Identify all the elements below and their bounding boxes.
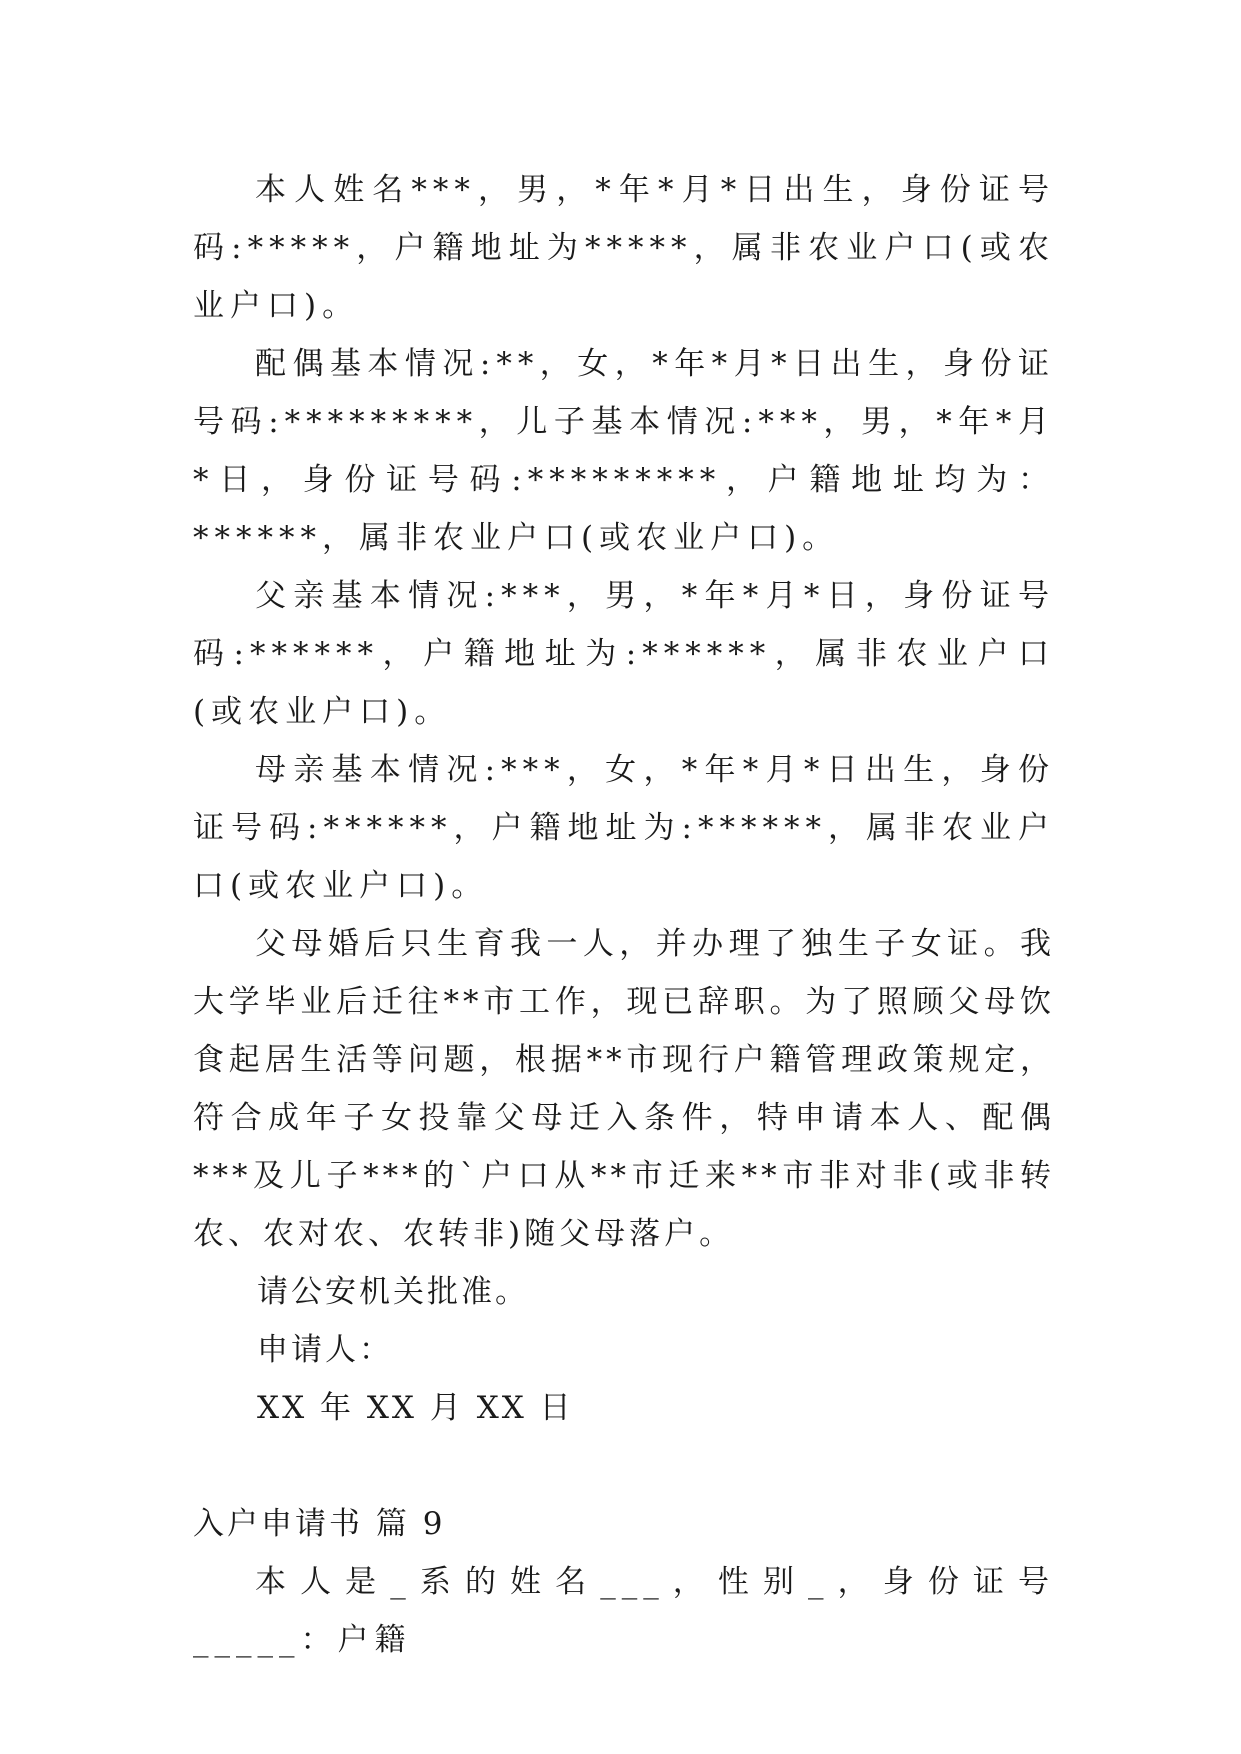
paragraph-next-section: 本人是_系的姓名___，性别_，身份证号_____：户籍 bbox=[193, 1564, 1055, 1658]
date-line: XX 年 XX 月 XX 日 bbox=[257, 1390, 574, 1426]
paragraph-mother-info: 母亲基本情况:***，女，*年*月*日出生，身份证号码:******，户籍地址为:******，属非农业户口(或农业户口)。 bbox=[193, 752, 1055, 904]
paragraph-self-info: 本人姓名***，男，*年*月*日出生，身份证号码:*****，户籍地址为*****，属非农业户口(或农业户口)。 bbox=[193, 172, 1055, 324]
request-line: 请公安机关批准。 bbox=[257, 1274, 529, 1310]
document-body bbox=[193, 161, 1055, 1669]
applicant-line: 申请人： bbox=[257, 1332, 393, 1368]
section-title: 入户申请书 篇 9 bbox=[193, 1506, 446, 1542]
paragraph-reason: 父母婚后只生育我一人，并办理了独生子女证。我大学毕业后迁往**市工作，现已辞职。为了照顾父母饮食起居生活等问题，根据**市现行户籍管理政策规定，符合成年子女投靠父母迁入条件，特申请本人、配偶***及儿子***的`户口从**市迁来**市非对非(或非转农、农对农、农转非)随父母落户。 bbox=[193, 926, 1055, 1252]
paragraph-father-info: 父亲基本情况:***，男，*年*月*日，身份证号码:******，户籍地址为:******，属非农业户口(或农业户口)。 bbox=[193, 578, 1055, 730]
paragraph-spouse-son-info: 配偶基本情况:**，女，*年*月*日出生，身份证号码:*********，儿子基本情况:***，男，*年*月*日，身份证号码:*********，户籍地址均为：******，属非农业户口(或农业户口)。 bbox=[193, 346, 1055, 556]
section-gap bbox=[193, 1437, 1055, 1495]
